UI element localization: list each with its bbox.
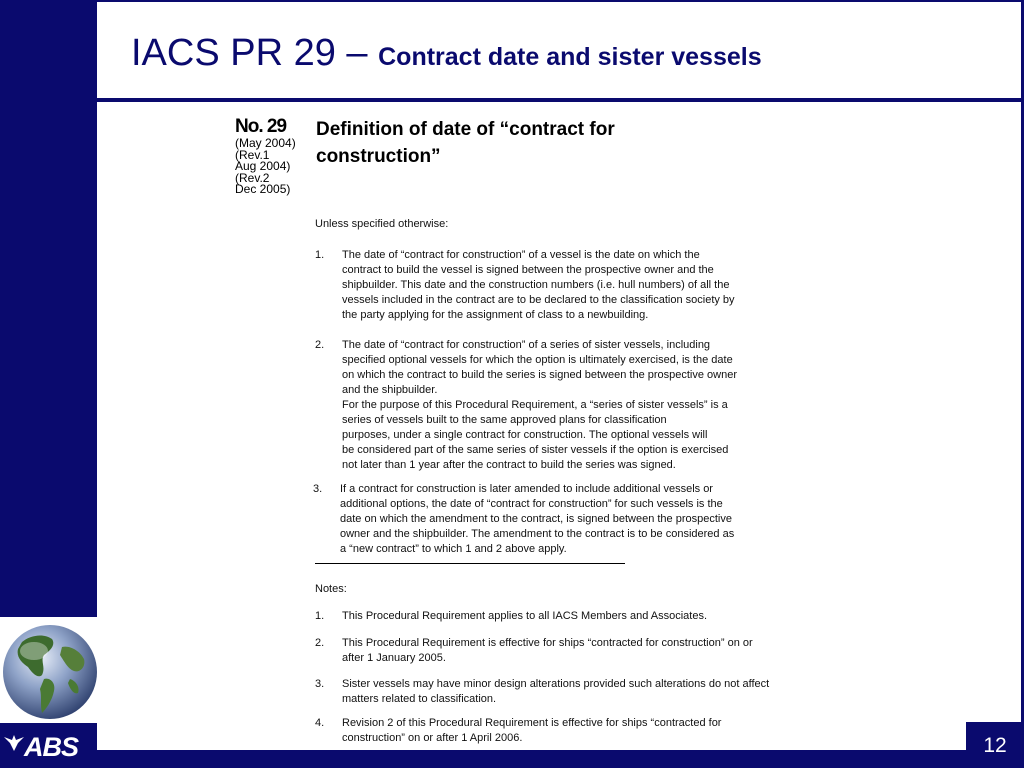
item-line: not later than 1 year after the contract to build the series was signed. [342, 459, 676, 471]
page-number-box [966, 722, 1024, 768]
revision-line: Dec 2005) [235, 182, 291, 196]
revision-line: Aug 2004) [235, 159, 291, 173]
slide-title [131, 32, 762, 75]
item-number: 2. [315, 339, 325, 351]
item-line: and the shipbuilder. [342, 384, 438, 396]
title-main: IACS PR 29 – [131, 32, 379, 74]
item-line: owner and the shipbuilder. The amendment to the contract is to be considered as [340, 528, 735, 540]
note-line: Sister vessels may have minor design alterations provided such alterations do not affect [342, 678, 770, 690]
note-line: This Procedural Requirement applies to all IACS Members and Associates. [342, 610, 708, 622]
note-line: This Procedural Requirement is effective for ships “contracted for construction” on or [342, 637, 753, 649]
item-line: series of vessels built to the same approved plans for classification [342, 414, 667, 426]
intro-text: Unless specified otherwise: [315, 218, 449, 230]
item-line: on which the contract to build the series is signed between the prospective owner [342, 369, 738, 381]
item-line: the party applying for the assignment of class to a newbuilding. [342, 309, 649, 321]
revision-line: (Rev.2 [235, 170, 270, 185]
note-line: after 1 January 2005. [342, 652, 446, 664]
logo-text: ABS [24, 732, 79, 762]
note-line: construction” on or after 1 April 2006. [342, 732, 523, 744]
note-line: matters related to classification. [342, 693, 497, 705]
bottom-band [97, 750, 1024, 768]
note-line: Revision 2 of this Procedural Requirement is effective for ships “contracted for [342, 717, 722, 729]
title-bar [97, 0, 1024, 100]
revision-line: (Rev.1 [235, 147, 270, 162]
item-line: The date of “contract for construction” of a series of sister vessels, including [342, 339, 711, 351]
notes-label: Notes: [315, 583, 347, 595]
document-id-block [235, 116, 315, 196]
title-divider [97, 98, 1024, 102]
document-heading [316, 116, 736, 170]
note-number: 4. [315, 717, 325, 729]
item-line: additional options, the date of “contract for construction” for such vessels is the [340, 498, 723, 510]
item-line: For the purpose of this Procedural Requirement, a “series of sister vessels” is a [342, 399, 728, 411]
item-line: shipbuilder. This date and the construction numbers (i.e. hull numbers) of all the [342, 279, 730, 291]
item-line: a “new contract” to which 1 and 2 above apply. [340, 543, 567, 555]
item-line: vessels included in the contract are to be declared to the classification society by [342, 294, 735, 306]
title-subtitle: Contract date and sister vessels [378, 43, 762, 71]
item-line: be considered part of the same series of sister vessels if the option is exercised [342, 444, 729, 456]
item-line: date on which the amendment to the contract, is signed between the prospective [340, 513, 732, 525]
note-number: 3. [315, 678, 325, 690]
document-scan [230, 110, 806, 750]
heading-line: construction” [316, 146, 441, 167]
item-line: purposes, under a single contract for construction. The optional vessels will [342, 429, 708, 441]
item-line: contract to build the vessel is signed between the prospective owner and the [342, 264, 714, 276]
revision-line: (May 2004) [235, 136, 296, 150]
item-number: 1. [315, 249, 325, 261]
page-number: 12 [983, 734, 1007, 757]
globe-graphic [0, 617, 97, 723]
heading-line: Definition of date of “contract for [316, 119, 615, 140]
document-number: No. 29 [235, 116, 287, 137]
note-number: 1. [315, 610, 325, 622]
abs-logo [0, 723, 97, 768]
globe-icon [0, 617, 97, 723]
section-divider [315, 563, 625, 564]
eagle-icon [3, 731, 25, 753]
item-line: specified optional vessels for which the option is ultimately exercised, is the date [342, 354, 733, 366]
note-number: 2. [315, 637, 325, 649]
item-number: 3. [313, 483, 323, 495]
item-line: The date of “contract for construction” of a vessel is the date on which the [342, 249, 700, 261]
item-line: If a contract for construction is later amended to include additional vessels or [340, 483, 713, 495]
